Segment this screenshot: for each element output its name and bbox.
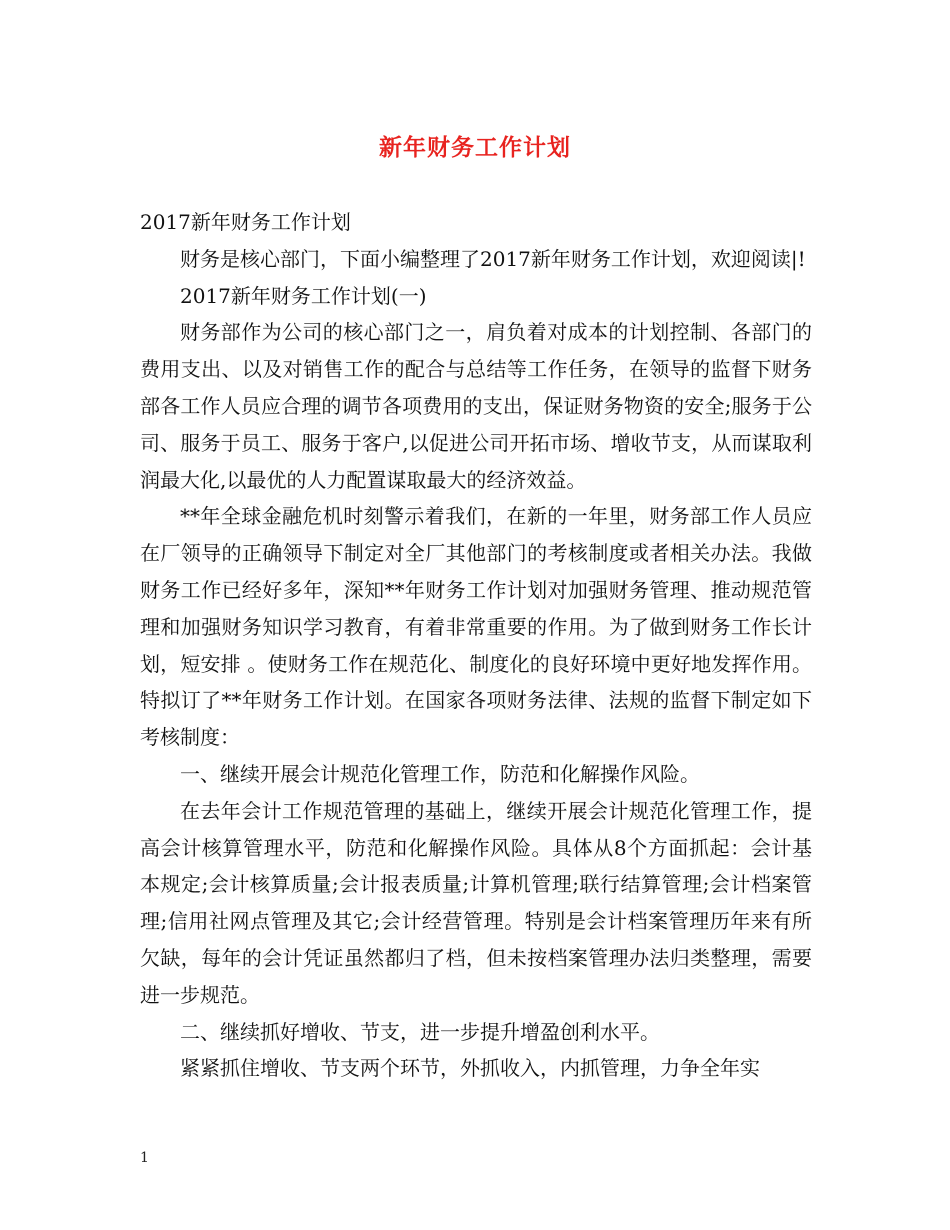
paragraph-section-heading: 二、继续抓好增收、节支，进一步提升增盈创利水平。 <box>180 1019 660 1044</box>
page-title: 新年财务工作计划 <box>379 134 571 161</box>
paragraph-body: 紧紧抓住增收、节支两个环节，外抓收入，内抓管理，力争全年实 <box>180 1056 760 1081</box>
paragraph-subheading: 2017新年财务工作计划(一) <box>180 283 427 308</box>
paragraph-intro: 财务是核心部门，下面小编整理了2017新年财务工作计划，欢迎阅读|! <box>180 246 806 271</box>
page-number: 1 <box>140 1150 149 1166</box>
paragraph-section-heading: 一、继续开展会计规范化管理工作，防范和化解操作风险。 <box>180 761 700 786</box>
paragraph-heading: 2017新年财务工作计划 <box>140 210 351 234</box>
paragraph-body: **年全球金融危机时刻警示着我们，在新的一年里，财务部工作人员应在厂领导的正确领导下制定对全厂其他部门的考核制度或者相关办法。我做财务工作已经好多年，深知**年财务工作计划对加强财务管理、推动规范管理和加强财务知识学习教育，有着非常重要的作用。为了做到财务工作长计划，短安排 。使财务工作在规范化、制度化的良好环境中更好地发挥作用。特拟订了**年财务工作计划。在国家各项财务法律、法规的监督下制定如下考核制度： <box>140 504 812 750</box>
paragraph-body: 在去年会计工作规范管理的基础上，继续开展会计规范化管理工作，提高会计核算管理水平，防范和化解操作风险。具体从8个方面抓起：会计基本规定;会计核算质量;会计报表质量;计算机管理;联行结算管理;会计档案管理;信用社网点管理及其它;会计经营管理。特别是会计档案管理历年来有所欠缺，每年的会计凭证虽然都归了档，但未按档案管理办法归类整理，需要进一步规范。 <box>140 798 812 1007</box>
paragraph-body: 财务部作为公司的核心部门之一，肩负着对成本的计划控制、各部门的费用支出、以及对销售工作的配合与总结等工作任务，在领导的监督下财务部各工作人员应合理的调节各项费用的支出，保证财务物资的安全;服务于公司、服务于员工、服务于客户,以促进公司开拓市场、增收节支，从而谋取利润最大化,以最优的人力配置谋取最大的经济效益。 <box>140 320 812 492</box>
document-body <box>140 204 812 1087</box>
